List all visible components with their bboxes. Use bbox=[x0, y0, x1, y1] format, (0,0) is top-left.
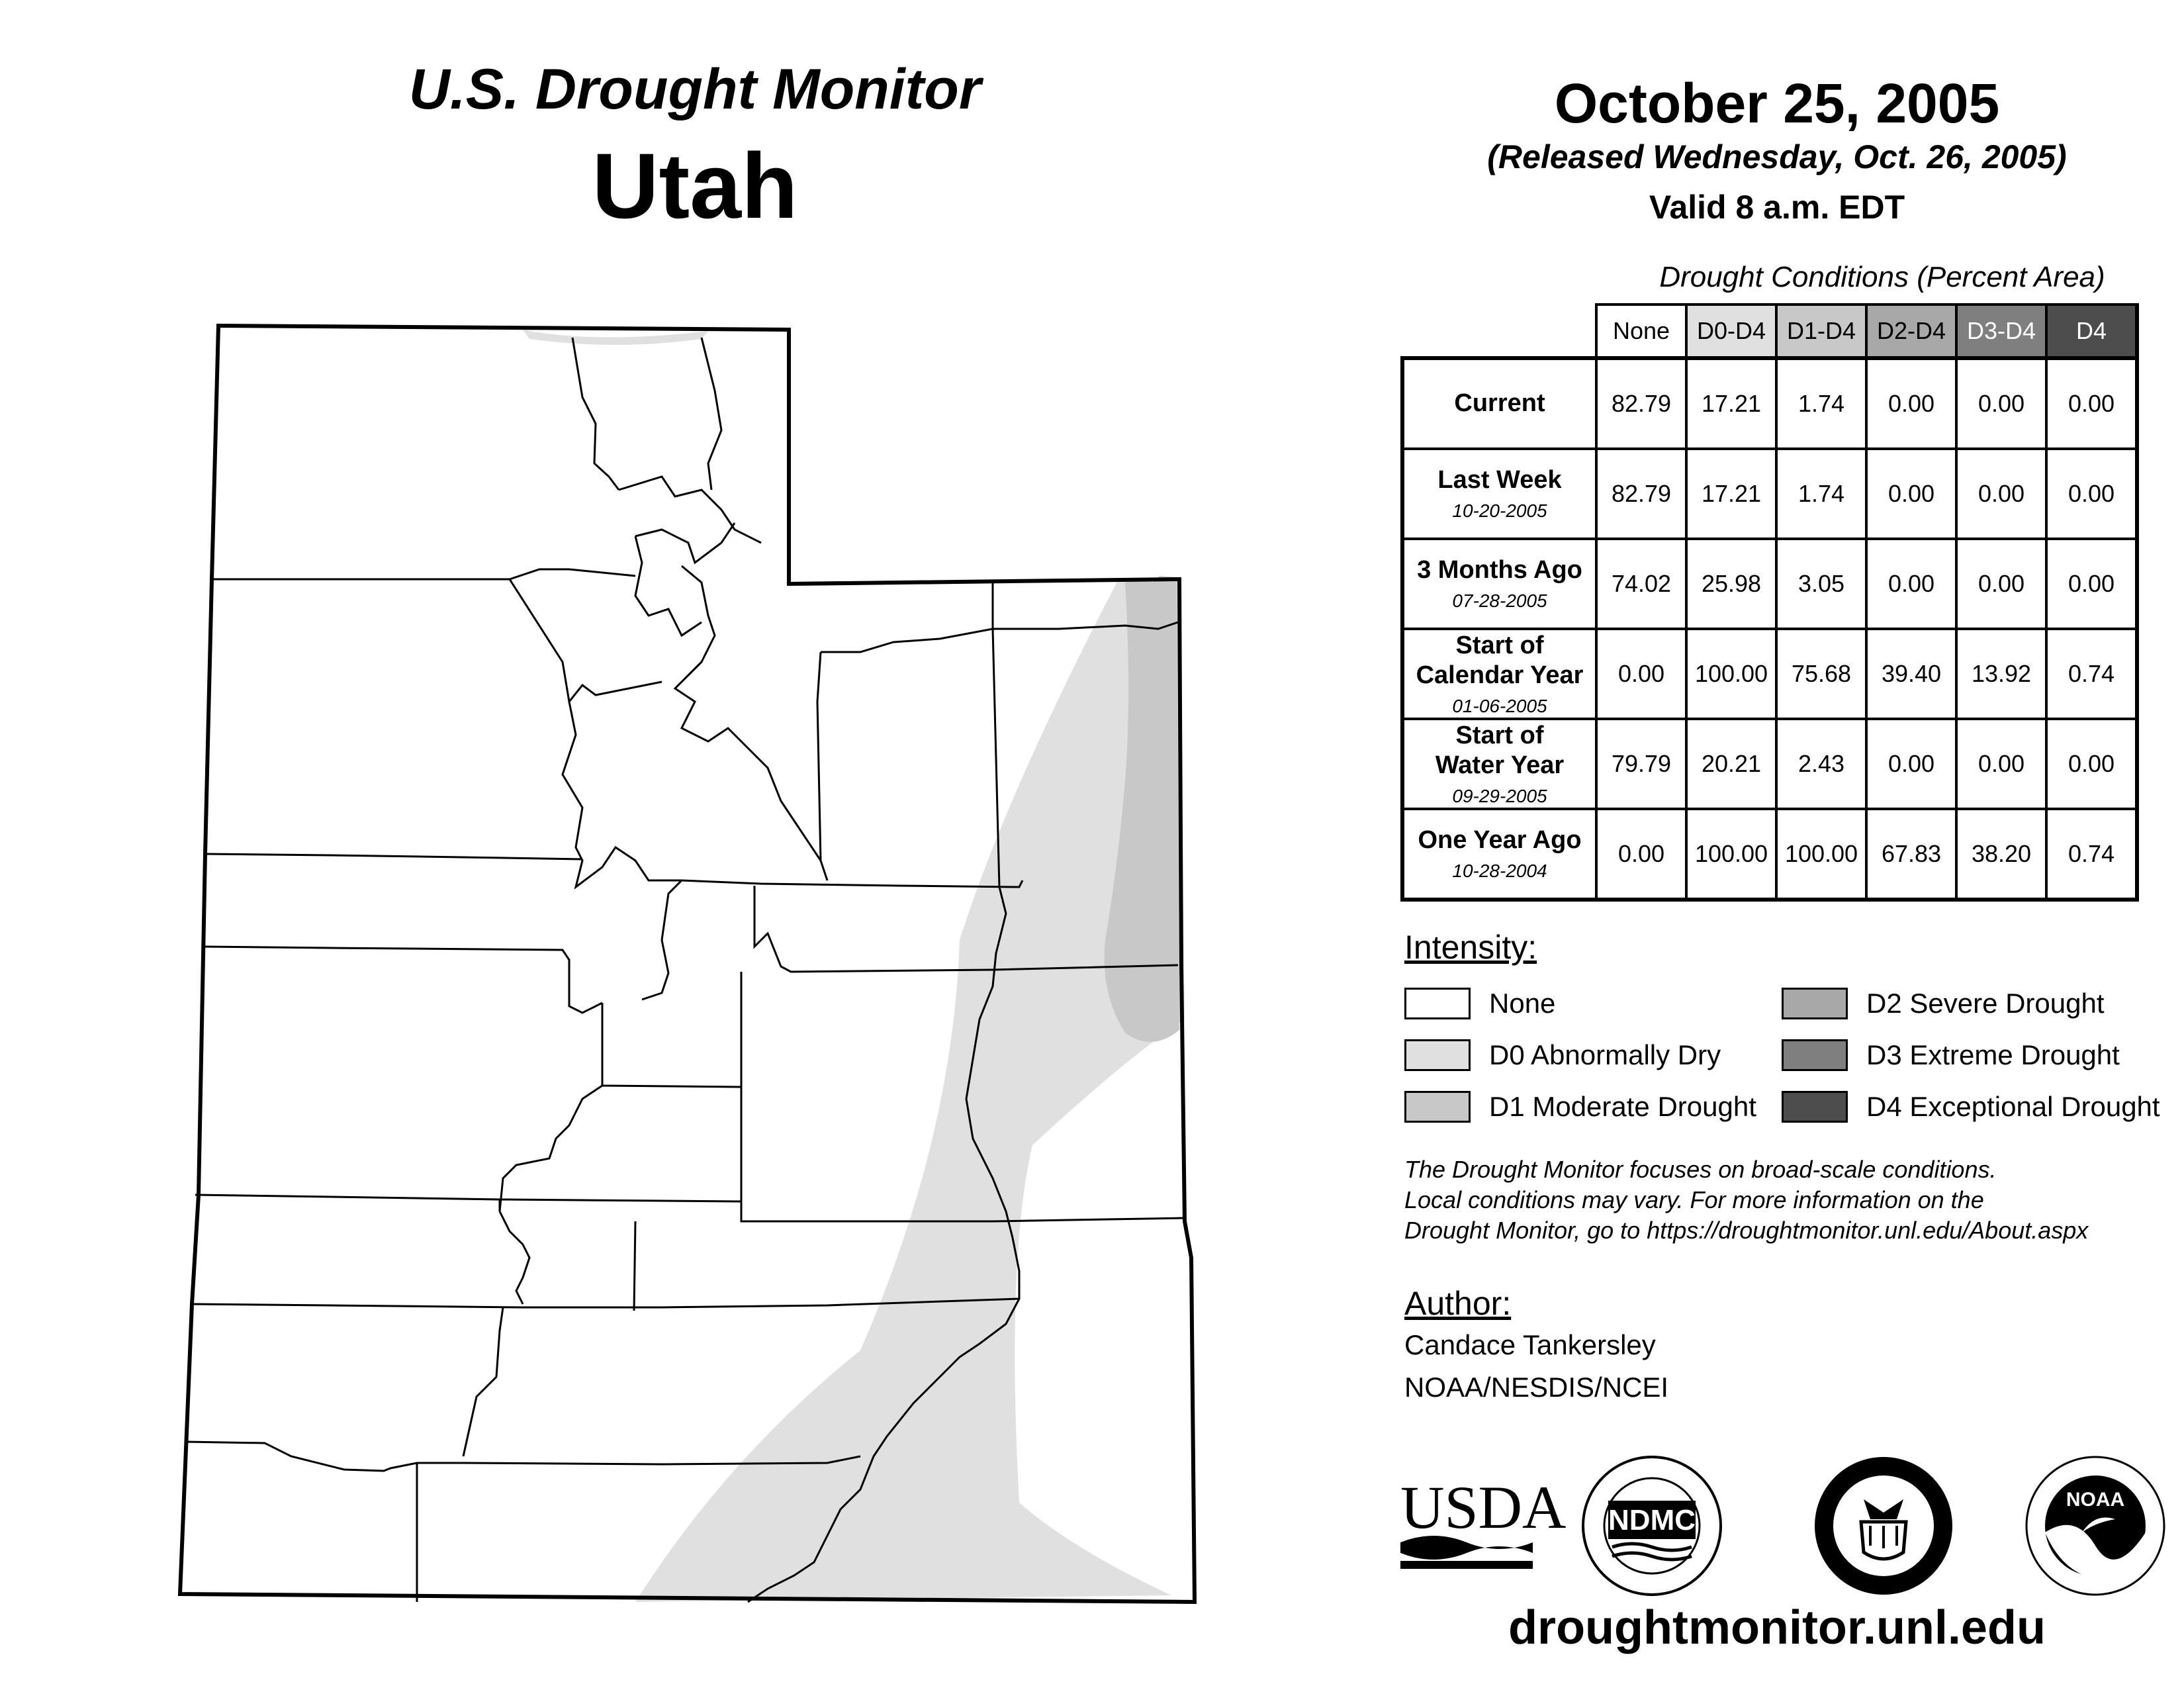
table-cell: 79.79 bbox=[1596, 719, 1686, 809]
table-caption: Drought Conditions (Percent Area) bbox=[1659, 261, 2105, 293]
table-cell: 17.21 bbox=[1686, 358, 1776, 449]
row-label-date: 10-20-2005 bbox=[1452, 500, 1547, 521]
table-cell: 0.00 bbox=[1866, 449, 1956, 539]
table-cell: 0.00 bbox=[1866, 539, 1956, 629]
table-row bbox=[1402, 358, 2137, 449]
table-cell: 25.98 bbox=[1686, 539, 1776, 629]
usda-logo-text: USDA bbox=[1400, 1474, 1567, 1541]
table-header-row bbox=[1402, 305, 2137, 358]
legend-swatch bbox=[1404, 1091, 1471, 1123]
note-line-1: The Drought Monitor focuses on broad-scale conditions. bbox=[1404, 1156, 1997, 1183]
usda-logo bbox=[1400, 1474, 1566, 1569]
legend-swatch bbox=[1782, 988, 1848, 1019]
legend-item bbox=[1782, 986, 2105, 1021]
legend-swatch bbox=[1404, 1039, 1471, 1071]
table-cell: 0.00 bbox=[1596, 809, 1686, 900]
legend-label: D4 Exceptional Drought bbox=[1866, 1091, 2160, 1122]
legend-label: None bbox=[1489, 988, 1556, 1019]
noaa-logo-text: NOAA bbox=[2066, 1489, 2125, 1511]
row-label-text: Start of Water Year bbox=[1435, 721, 1565, 780]
legend-swatch bbox=[1782, 1039, 1848, 1071]
table-cell: 1.74 bbox=[1776, 449, 1866, 539]
footer-url[interactable]: droughtmonitor.unl.edu bbox=[1508, 1601, 2046, 1654]
table-cell: 3.05 bbox=[1776, 539, 1866, 629]
row-label-date: 01-06-2005 bbox=[1452, 695, 1547, 716]
agency-logos bbox=[1400, 1450, 2168, 1602]
legend-item bbox=[1782, 1038, 2120, 1072]
legend-title: Intensity: bbox=[1404, 929, 1537, 966]
table-cell: 17.21 bbox=[1686, 449, 1776, 539]
col-header-d3-d4: D3-D4 bbox=[1956, 305, 2046, 358]
doc-seal-logo bbox=[1815, 1457, 1952, 1595]
table-cell: 0.00 bbox=[1866, 719, 1956, 809]
legend-label: D1 Moderate Drought bbox=[1489, 1091, 1756, 1122]
release-date: (Released Wednesday, Oct. 26, 2005) bbox=[1487, 138, 2067, 175]
table-cell: 0.74 bbox=[2046, 809, 2137, 900]
table-cell: 0.00 bbox=[2046, 719, 2137, 809]
d0-area-north bbox=[523, 330, 708, 345]
row-label-text: Current bbox=[1454, 389, 1545, 418]
legend-label: D2 Severe Drought bbox=[1866, 988, 2105, 1019]
legend-swatch bbox=[1782, 1091, 1848, 1123]
table-cell: 100.00 bbox=[1776, 809, 1866, 900]
table-corner bbox=[1402, 305, 1596, 358]
table-cell: 0.00 bbox=[2046, 539, 2137, 629]
table-row bbox=[1402, 629, 2137, 719]
row-label-date: 09-29-2005 bbox=[1452, 785, 1547, 806]
table-cell: 39.40 bbox=[1866, 629, 1956, 719]
col-header-d4: D4 bbox=[2046, 305, 2137, 358]
author-org: NOAA/NESDIS/NCEI bbox=[1404, 1372, 1669, 1403]
table-row bbox=[1402, 719, 2137, 809]
table-cell: 0.00 bbox=[1956, 719, 2046, 809]
table-cell: 0.00 bbox=[1956, 539, 2046, 629]
col-header-d2-d4: D2-D4 bbox=[1866, 305, 1956, 358]
noaa-logo bbox=[2026, 1457, 2164, 1595]
table-cell: 0.00 bbox=[1956, 358, 2046, 449]
author-title: Author: bbox=[1404, 1285, 1512, 1322]
utah-drought-map bbox=[165, 311, 1224, 1622]
row-label-date: 07-28-2005 bbox=[1452, 590, 1547, 611]
table-cell: 100.00 bbox=[1686, 629, 1776, 719]
row-label bbox=[1402, 809, 1596, 900]
row-label-text: Last Week bbox=[1437, 466, 1562, 494]
table-cell: 2.43 bbox=[1776, 719, 1866, 809]
table-cell: 74.02 bbox=[1596, 539, 1686, 629]
row-label-date: 10-28-2004 bbox=[1452, 861, 1547, 881]
product-title: U.S. Drought Monitor bbox=[408, 58, 981, 121]
table-cell: 0.00 bbox=[2046, 358, 2137, 449]
drought-stats-table bbox=[1400, 303, 2139, 902]
col-header-d1-d4: D1-D4 bbox=[1776, 305, 1866, 358]
table-cell: 13.92 bbox=[1956, 629, 2046, 719]
col-header-d0-d4: D0-D4 bbox=[1686, 305, 1776, 358]
row-label bbox=[1402, 449, 1596, 539]
table-cell: 1.74 bbox=[1776, 358, 1866, 449]
row-label-text: One Year Ago bbox=[1418, 826, 1582, 855]
row-label-text: 3 Months Ago bbox=[1417, 556, 1582, 585]
note-line-3: Drought Monitor, go to https://droughtmonitor.unl.edu/About.aspx bbox=[1404, 1217, 2089, 1244]
info-note bbox=[1404, 1154, 2179, 1246]
table-cell: 75.68 bbox=[1776, 629, 1866, 719]
legend-item bbox=[1404, 986, 1555, 1021]
table-cell: 0.00 bbox=[2046, 449, 2137, 539]
map-date: October 25, 2005 bbox=[1554, 72, 2000, 134]
state-title: Utah bbox=[592, 134, 798, 238]
table-row bbox=[1402, 539, 2137, 629]
row-label bbox=[1402, 358, 1596, 449]
legend-label: D0 Abnormally Dry bbox=[1489, 1039, 1721, 1070]
table-cell: 82.79 bbox=[1596, 358, 1686, 449]
d0-area-east bbox=[635, 577, 1185, 1602]
table-cell: 0.74 bbox=[2046, 629, 2137, 719]
table-cell: 67.83 bbox=[1866, 809, 1956, 900]
row-label bbox=[1402, 629, 1596, 719]
row-label bbox=[1402, 719, 1596, 809]
row-label bbox=[1402, 539, 1596, 629]
table-row bbox=[1402, 449, 2137, 539]
table-cell: 100.00 bbox=[1686, 809, 1776, 900]
table-cell: 0.00 bbox=[1596, 629, 1686, 719]
legend-item bbox=[1404, 1038, 1721, 1072]
valid-time: Valid 8 a.m. EDT bbox=[1649, 189, 1905, 226]
table-cell: 38.20 bbox=[1956, 809, 2046, 900]
author-name: Candace Tankersley bbox=[1404, 1329, 1656, 1360]
ndmc-logo bbox=[1583, 1457, 1721, 1595]
table-cell: 20.21 bbox=[1686, 719, 1776, 809]
ndmc-logo-text: NDMC bbox=[1608, 1504, 1696, 1536]
table-row bbox=[1402, 809, 2137, 900]
legend-item bbox=[1404, 1090, 1756, 1124]
legend-item bbox=[1782, 1090, 2160, 1124]
legend-label: D3 Extreme Drought bbox=[1866, 1039, 2120, 1070]
note-line-2: Local conditions may vary. For more information on the bbox=[1404, 1186, 1984, 1213]
col-header-none: None bbox=[1596, 305, 1686, 358]
legend-swatch bbox=[1404, 988, 1471, 1019]
table-cell: 0.00 bbox=[1866, 358, 1956, 449]
row-label-text: Start of Calendar Year bbox=[1416, 631, 1584, 690]
table-cell: 82.79 bbox=[1596, 449, 1686, 539]
table-cell: 0.00 bbox=[1956, 449, 2046, 539]
